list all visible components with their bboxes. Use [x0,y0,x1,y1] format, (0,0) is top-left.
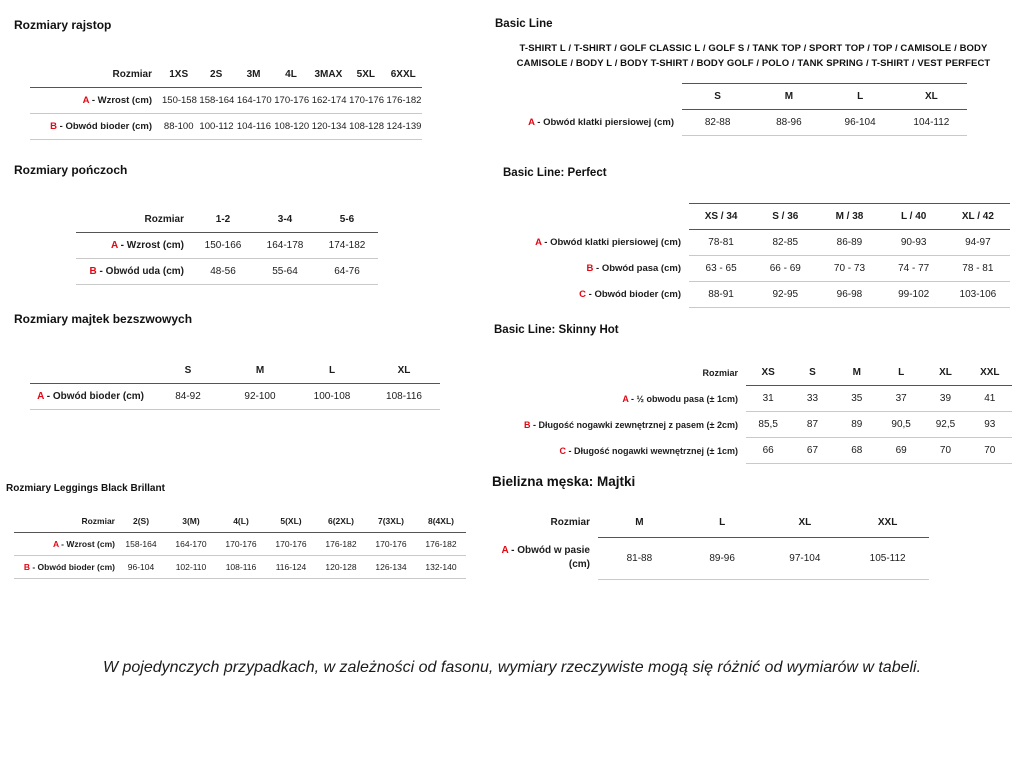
section-basic-line-perfect [503,167,1012,308]
dimension-letter: A [622,393,629,404]
measurement-label: A - Wzrost (cm) [76,233,192,259]
size-column-header: M / 38 [817,204,881,230]
size-value: 97-104 [764,537,847,579]
measurement-row [503,282,1010,308]
size-column-header: XS / 34 [689,204,753,230]
section-title: Rozmiary majtek bezszwowych [14,312,193,326]
size-value: 70 - 73 [817,256,881,282]
measurement-label: B - Obwód pasa (cm) [586,263,681,274]
size-value: 100-112 [197,114,234,140]
basic-line-products-list: T-SHIRT L / T-SHIRT / GOLF CLASSIC L / GOLF S / TANK TOP / SPORT TOP / TOP / CAMISOLE / BODY CAMISOLE / BODY L / BODY T-SHIRT / BODY GOLF / POLO / TANK SPRING / T-SHIRT / VEST PERFECT [516,43,991,69]
measurement-label: A - Obwód klatki piersiowej (cm) [528,117,674,129]
size-value: 69 [879,438,923,464]
measurement-row [494,412,1012,438]
section-basic-line-skinny-hot [494,324,1016,464]
table-header-row [14,510,466,533]
size-value: 100-108 [296,384,368,410]
size-value: 120-128 [316,556,366,579]
size-value: 66 - 69 [753,256,817,282]
dimension-letter: A [535,237,542,248]
size-column-header: L [879,360,923,386]
size-table [494,360,1012,464]
dimension-letter: C [559,445,567,456]
table-header-label: Rozmiar [30,62,160,88]
dimension-letter: A [52,539,59,549]
size-column-header: XL [368,358,440,384]
measurement-label: A - Wzrost (cm) [30,88,160,114]
size-column-header: S [152,358,224,384]
section-title: Rozmiary Leggings Black Brillant [6,483,165,494]
dimension-letter: A [501,545,509,556]
size-column-header: 8(4XL) [416,510,466,533]
size-column-header: 5-6 [316,207,378,233]
dimension-letter: B [23,562,30,572]
dimension-letter: A [111,240,118,251]
ponczochy-size-table [76,207,414,285]
size-value: 70 [968,438,1012,464]
size-value: 108-120 [272,114,309,140]
measurement-row [492,537,929,579]
size-column-header: 1XS [160,62,197,88]
size-value: 108-116 [368,384,440,410]
size-value: 41 [968,386,1012,412]
size-column-header: L / 40 [882,204,946,230]
size-value: 35 [835,386,879,412]
dimension-letter: B [50,121,57,132]
size-value: 85,5 [746,412,790,438]
size-table [14,510,466,579]
skinny-hot-size-table [494,360,1016,464]
majtki-meskie-size-table [492,509,932,580]
size-value: 176-182 [316,533,366,556]
size-value: 92,5 [923,412,967,438]
size-value: 78-81 [689,230,753,256]
size-value: 90-93 [882,230,946,256]
size-value: 66 [746,438,790,464]
rajstopy-size-table [30,62,434,140]
section-rozmiary-rajstop [14,18,434,140]
table-header-row [492,509,929,537]
table-header-label: Rozmiar [76,207,192,233]
basic-line-size-table [507,83,1012,136]
size-table [503,203,1010,308]
table-header-label: Rozmiar [550,517,590,528]
section-title: Basic Line [495,18,553,30]
size-value: 96-104 [825,110,896,136]
size-column-header: 3-4 [254,207,316,233]
size-value: 176-182 [416,533,466,556]
size-value: 170-176 [266,533,316,556]
size-column-header: XL [764,509,847,537]
size-value: 104-112 [896,110,967,136]
table-header-row [30,358,440,384]
size-column-header: L [681,509,764,537]
section-title: Bielizna męska: Majtki [492,474,636,489]
leggings-size-table [14,510,476,579]
dimension-letter: B [586,263,594,274]
size-value: 33 [790,386,834,412]
size-value: 67 [790,438,834,464]
size-value: 37 [879,386,923,412]
section-rozmiary-leggings [6,483,476,579]
table-header-label: Rozmiar [702,367,738,378]
dimension-letter: C [579,289,586,300]
size-value: 124-139 [385,114,422,140]
size-value: 92-95 [753,282,817,308]
measurement-label: B - Obwód bioder (cm) [30,114,160,140]
size-column-header: XL / 42 [946,204,1010,230]
size-value: 31 [746,386,790,412]
section-basic-line [495,18,1012,136]
section-rozmiary-ponczoch [14,163,414,285]
size-value: 64-76 [316,259,378,285]
measurement-label: A - ½ obwodu pasa (± 1cm) [622,393,738,404]
size-value: 105-112 [846,537,929,579]
measurement-label: B - Obwód uda (cm) [76,259,192,285]
size-column-header: S / 36 [753,204,817,230]
size-value: 108-128 [347,114,384,140]
size-value: 39 [923,386,967,412]
size-table [507,83,967,136]
measurement-label: A - Obwód bioder (cm) [30,384,152,410]
size-column-header: 7(3XL) [366,510,416,533]
section-rozmiary-majtek-bezszwowych [14,312,454,410]
size-column-header: 5(XL) [266,510,316,533]
size-value: 78 - 81 [946,256,1010,282]
size-column-header: L [825,84,896,110]
section-title: Rozmiary rajstop [14,18,112,32]
size-value: 170-176 [366,533,416,556]
dimension-letter: A [37,391,44,402]
size-table [30,62,422,140]
size-column-header: M [598,509,681,537]
measurement-row [494,438,1012,464]
size-value: 82-85 [753,230,817,256]
size-table [76,207,378,285]
size-value: 170-176 [272,88,309,114]
size-value: 84-92 [152,384,224,410]
size-value: 150-158 [160,88,197,114]
measurement-label: A - Wzrost (cm) [14,533,116,556]
measurement-row [30,384,440,410]
size-value: 89 [835,412,879,438]
size-value: 150-166 [192,233,254,259]
size-value: 70 [923,438,967,464]
measurement-row [507,110,967,136]
measurement-label: C - Obwód bioder (cm) [579,289,681,300]
section-title: Basic Line: Perfect [503,167,607,179]
size-value: 88-91 [689,282,753,308]
size-value: 103-106 [946,282,1010,308]
size-value: 108-116 [216,556,266,579]
size-value: 170-176 [347,88,384,114]
dimension-letter: B [89,266,97,277]
size-value: 174-182 [316,233,378,259]
dimension-letter: A [528,117,535,129]
measurement-row [494,386,1012,412]
size-value: 93 [968,412,1012,438]
size-value: 120-134 [310,114,347,140]
size-column-header: M [835,360,879,386]
size-value: 87 [790,412,834,438]
table-header-row [494,360,1012,386]
size-column-header: 2S [197,62,234,88]
size-column-header: XXL [846,509,929,537]
size-column-header: S [790,360,834,386]
size-value: 48-56 [192,259,254,285]
size-column-header: 6XXL [385,62,422,88]
size-column-header: 3MAX [310,62,347,88]
table-header-label [507,84,682,110]
section-bielizna-meska-majtki [492,474,932,580]
size-value: 96-104 [116,556,166,579]
table-header-label [30,358,152,384]
size-column-header: XXL [968,360,1012,386]
size-column-header: XL [896,84,967,110]
size-value: 88-96 [753,110,824,136]
measurement-row [30,114,422,140]
footer-disclaimer: W pojedynczych przypadkach, w zależności od fasonu, wymiary rzeczywiste mogą się różnić od wymiarów w tabeli. [102,659,922,676]
size-table [492,509,929,580]
measurement-label: C - Długość nogawki wewnętrznej (± 1cm) [559,445,738,456]
size-value: 158-164 [197,88,234,114]
size-value: 81-88 [598,537,681,579]
size-value: 74 - 77 [882,256,946,282]
table-header-row [76,207,378,233]
size-value: 104-116 [235,114,272,140]
measurement-label: A - Obwód w pasie (cm) [501,545,590,570]
measurement-row [14,556,466,579]
size-value: 132-140 [416,556,466,579]
size-value: 94-97 [946,230,1010,256]
size-column-header: XL [923,360,967,386]
size-column-header: 4(L) [216,510,266,533]
size-value: 164-170 [166,533,216,556]
size-value: 55-64 [254,259,316,285]
size-column-header: M [224,358,296,384]
size-value: 164-178 [254,233,316,259]
table-header-row [507,84,967,110]
size-value: 90,5 [879,412,923,438]
section-title: Rozmiary pończoch [14,163,128,177]
measurement-row [14,533,466,556]
section-title: Basic Line: Skinny Hot [494,324,619,336]
size-value: 96-98 [817,282,881,308]
size-column-header: 4L [272,62,309,88]
size-column-header: 5XL [347,62,384,88]
measurement-row [503,230,1010,256]
size-column-header: 3(M) [166,510,216,533]
size-column-header: S [682,84,753,110]
size-table [30,358,440,410]
size-value: 176-182 [385,88,422,114]
measurement-row [76,233,378,259]
size-value: 102-110 [166,556,216,579]
size-value: 63 - 65 [689,256,753,282]
size-column-header: 1-2 [192,207,254,233]
measurement-label: B - Długość nogawki zewnętrznej z pasem (± 2cm) [524,419,738,430]
table-header-label [503,204,689,230]
size-column-header: M [753,84,824,110]
size-column-header: 2(S) [116,510,166,533]
size-value: 88-100 [160,114,197,140]
size-value: 164-170 [235,88,272,114]
measurement-label: A - Obwód klatki piersiowej (cm) [535,237,681,248]
size-value: 82-88 [682,110,753,136]
size-column-header: L [296,358,368,384]
table-header-row [503,204,1010,230]
measurement-row [30,88,422,114]
size-value: 170-176 [216,533,266,556]
size-value: 92-100 [224,384,296,410]
dimension-letter: A [82,95,90,106]
size-value: 126-134 [366,556,416,579]
size-value: 116-124 [266,556,316,579]
size-value: 89-96 [681,537,764,579]
table-header-row [30,62,422,88]
size-value: 162-174 [310,88,347,114]
size-value: 99-102 [882,282,946,308]
size-column-header: 6(2XL) [316,510,366,533]
measurement-row [503,256,1010,282]
size-column-header: XS [746,360,790,386]
size-value: 86-89 [817,230,881,256]
majtki-bezszwowe-size-table [30,358,454,410]
size-value: 158-164 [116,533,166,556]
measurement-row [76,259,378,285]
size-value: 68 [835,438,879,464]
table-header-label: Rozmiar [14,510,116,533]
size-column-header: 3M [235,62,272,88]
dimension-letter: B [524,419,531,430]
perfect-size-table [503,203,1012,308]
measurement-label: B - Obwód bioder (cm) [14,556,116,579]
